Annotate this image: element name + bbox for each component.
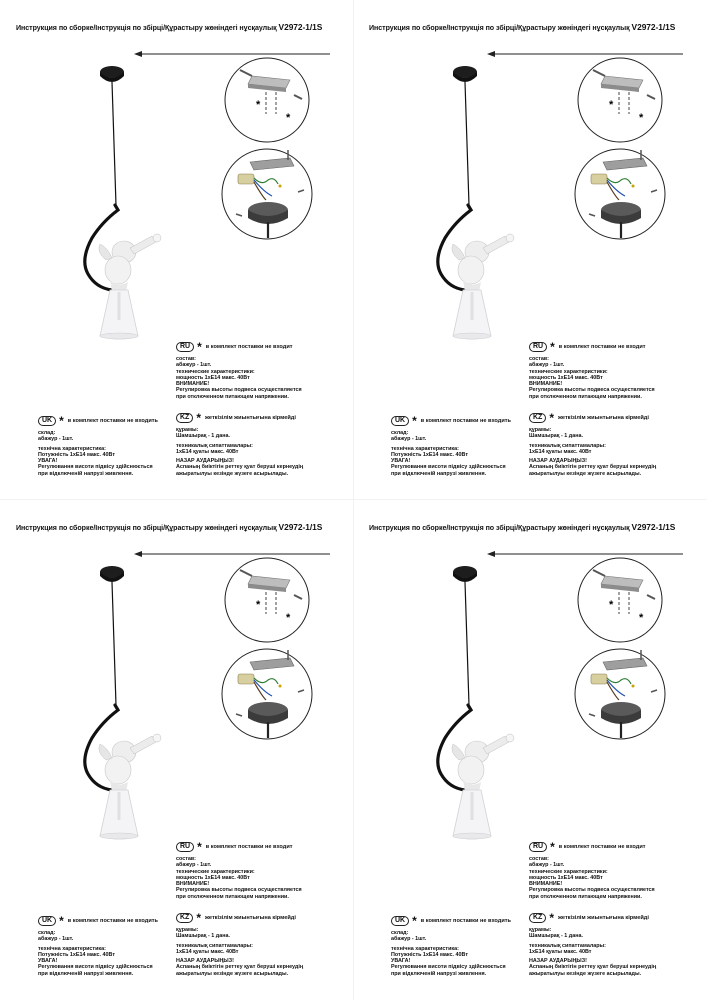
uk-line: абажур - 1шт. xyxy=(38,936,74,943)
uk-line: абажур - 1шт. xyxy=(391,436,427,443)
kz-line: ажыратылуы кезінде жүзеге асырылады. xyxy=(529,970,642,977)
ru-line: ВНИМАНИЕ! xyxy=(529,881,563,888)
kz-line: техникалық сипаттамалары: xyxy=(176,942,253,949)
ru-line: Регулировка высоты подвеса осуществляется xyxy=(529,887,655,894)
uk-line: Регулювання висоти підвісу здійснюється xyxy=(38,964,153,971)
kz-badge: KZ xyxy=(176,413,193,423)
ru-line: абажур - 1шт. xyxy=(176,862,212,869)
model-number: V2972-1/1S xyxy=(631,522,676,532)
ru-line: ВНИМАНИЕ! xyxy=(176,881,210,888)
ru-line: Регулировка высоты подвеса осуществляется xyxy=(529,387,655,394)
uk-line: технічна характеристика: xyxy=(391,945,459,952)
pendant-lamp-icon xyxy=(438,66,514,339)
kz-line: құрамы: xyxy=(529,927,552,933)
canopy-wiring-detail xyxy=(575,649,665,739)
asterisk-icon: * xyxy=(412,414,417,428)
left-arrow-icon xyxy=(134,51,330,57)
ru-note: в комплект поставки не входит xyxy=(558,843,646,850)
kz-note: жеткізілім жиынтығына кірмейді xyxy=(558,414,649,421)
asterisk-icon: * xyxy=(59,914,64,928)
ru-badge: RU xyxy=(529,842,547,852)
kz-section xyxy=(529,413,656,477)
instruction-title-text: Инструкция по сборке/Інструкція по збірці/Құрастыру жөніндегі нұсқаулық xyxy=(369,24,630,32)
ru-section xyxy=(529,842,655,900)
ru-line: при отключенном питающем напряжении. xyxy=(529,893,642,900)
asterisk-icon: * xyxy=(549,911,555,925)
uk-badge: UK xyxy=(38,416,56,426)
uk-section xyxy=(38,916,158,977)
ru-line: при отключенном питающем напряжении. xyxy=(176,893,289,900)
uk-line: абажур - 1шт. xyxy=(391,936,427,943)
kz-line: Аспаның биіктігін реттеу қуат беруші кернеудің xyxy=(176,464,304,471)
instruction-title-text: Инструкция по сборке/Інструкція по збірці/Құрастыру жөніндегі нұсқаулық xyxy=(369,524,630,532)
ru-section xyxy=(529,342,655,400)
kz-line: құрамы: xyxy=(176,927,199,933)
ru-line: технические характеристики: xyxy=(176,368,255,375)
ru-line: состав: xyxy=(176,856,196,862)
uk-note: в комплект поставки не входить xyxy=(67,917,158,924)
ru-line: состав: xyxy=(176,356,196,362)
asterisk-icon: * xyxy=(412,914,417,928)
mounting-bracket-detail xyxy=(578,58,662,142)
ru-line: состав: xyxy=(529,856,549,862)
left-arrow-icon xyxy=(134,551,330,557)
asterisk-icon: * xyxy=(197,340,202,354)
uk-line: Регулювання висоти підвісу здійснюється xyxy=(391,464,506,471)
uk-line: УВАГА! xyxy=(38,458,58,465)
ru-line: Регулировка высоты подвеса осуществляется xyxy=(176,887,302,894)
uk-note: в комплект поставки не входить xyxy=(420,417,511,424)
left-arrow-icon xyxy=(487,551,683,557)
ru-line: мощность 1хЕ14 макс. 40Вт xyxy=(529,374,603,381)
kz-line: Шамшырақ - 1 дана. xyxy=(529,933,583,940)
kz-line: техникалық сипаттамалары: xyxy=(176,442,253,449)
ru-line: Регулировка высоты подвеса осуществляется xyxy=(176,387,302,394)
asterisk-icon: * xyxy=(256,599,261,611)
kz-badge: KZ xyxy=(529,413,546,423)
kz-line: Аспаның биіктігін реттеу қуат беруші кернеудің xyxy=(529,464,657,471)
asterisk-icon: * xyxy=(639,112,644,124)
asterisk-icon: * xyxy=(609,599,614,611)
ru-section xyxy=(176,342,302,400)
uk-section xyxy=(391,916,511,977)
uk-line: склад: xyxy=(391,930,409,936)
uk-line: при відключеній напрузі живлення. xyxy=(391,470,487,477)
kz-line: ажыратылуы кезінде жүзеге асырылады. xyxy=(176,970,289,977)
kz-line: НАЗАР АУДАРЫҢЫЗ! xyxy=(176,958,234,965)
uk-line: Потужність 1хЕ14 макс. 40Вт xyxy=(391,451,468,458)
kz-line: техникалық сипаттамалары: xyxy=(529,942,606,949)
uk-line: склад: xyxy=(38,930,56,936)
left-arrow-icon xyxy=(487,51,683,57)
instruction-panel xyxy=(353,500,706,1000)
asterisk-icon: * xyxy=(550,340,555,354)
asterisk-icon: * xyxy=(286,612,291,624)
uk-section xyxy=(38,416,158,477)
ru-line: мощность 1хЕ14 макс. 40Вт xyxy=(529,874,603,881)
kz-note: жеткізілім жиынтығына кірмейді xyxy=(205,914,296,921)
uk-line: Регулювання висоти підвісу здійснюється xyxy=(38,464,153,471)
mounting-bracket-detail xyxy=(225,558,309,642)
canopy-wiring-detail xyxy=(222,149,312,239)
ru-note: в комплект поставки не входит xyxy=(558,343,646,350)
instruction-title-text: Инструкция по сборке/Інструкція по збірці/Құрастыру жөніндегі нұсқаулық xyxy=(16,24,277,32)
ru-badge: RU xyxy=(176,842,194,852)
uk-line: УВАГА! xyxy=(38,958,58,965)
kz-section xyxy=(176,913,303,977)
asterisk-icon: * xyxy=(196,911,202,925)
kz-line: құрамы: xyxy=(176,427,199,433)
kz-line: НАЗАР АУДАРЫҢЫЗ! xyxy=(176,458,234,465)
ru-line: абажур - 1шт. xyxy=(529,362,565,369)
uk-badge: UK xyxy=(391,916,409,926)
asterisk-icon: * xyxy=(609,99,614,111)
kz-line: 1хЕ14 қуаты макс. 40Вт xyxy=(529,448,592,455)
asterisk-icon: * xyxy=(196,411,202,425)
model-number: V2972-1/1S xyxy=(278,522,323,532)
kz-line: Шамшырақ - 1 дана. xyxy=(176,433,230,440)
uk-line: УВАГА! xyxy=(391,458,411,465)
kz-line: НАЗАР АУДАРЫҢЫЗ! xyxy=(529,958,587,965)
canopy-wiring-detail xyxy=(222,649,312,739)
asterisk-icon: * xyxy=(549,411,555,425)
uk-line: при відключеній напрузі живлення. xyxy=(38,470,134,477)
ru-badge: RU xyxy=(529,342,547,352)
asterisk-icon: * xyxy=(286,112,291,124)
uk-note: в комплект поставки не входить xyxy=(67,417,158,424)
pendant-lamp-icon xyxy=(85,66,161,339)
pendant-lamp-icon xyxy=(438,566,514,839)
kz-line: Шамшырақ - 1 дана. xyxy=(176,933,230,940)
kz-badge: KZ xyxy=(529,913,546,923)
kz-line: Аспаның биіктігін реттеу қуат беруші кернеудің xyxy=(529,964,657,971)
uk-line: Потужність 1хЕ14 макс. 40Вт xyxy=(38,451,115,458)
ru-line: технические характеристики: xyxy=(529,368,608,375)
mounting-bracket-detail xyxy=(225,58,309,142)
kz-note: жеткізілім жиынтығына кірмейді xyxy=(558,914,649,921)
ru-line: абажур - 1шт. xyxy=(176,362,212,369)
kz-line: Аспаның биіктігін реттеу қуат беруші кернеудің xyxy=(176,964,304,971)
kz-line: ажыратылуы кезінде жүзеге асырылады. xyxy=(529,470,642,477)
ru-line: абажур - 1шт. xyxy=(529,862,565,869)
ru-badge: RU xyxy=(176,342,194,352)
ru-line: при отключенном питающем напряжении. xyxy=(529,393,642,400)
kz-line: 1хЕ14 қуаты макс. 40Вт xyxy=(176,448,239,455)
kz-line: ажыратылуы кезінде жүзеге асырылады. xyxy=(176,470,289,477)
kz-section xyxy=(529,913,656,977)
asterisk-icon: * xyxy=(639,612,644,624)
kz-line: техникалық сипаттамалары: xyxy=(529,442,606,449)
asterisk-icon: * xyxy=(59,414,64,428)
uk-line: технічна характеристика: xyxy=(391,445,459,452)
pendant-lamp-icon xyxy=(85,566,161,839)
canopy-wiring-detail xyxy=(575,149,665,239)
uk-line: при відключеній напрузі живлення. xyxy=(391,970,487,977)
uk-line: абажур - 1шт. xyxy=(38,436,74,443)
kz-line: 1хЕ14 қуаты макс. 40Вт xyxy=(176,948,239,955)
model-number: V2972-1/1S xyxy=(631,22,676,32)
uk-line: Регулювання висоти підвісу здійснюється xyxy=(391,964,506,971)
asterisk-icon: * xyxy=(550,840,555,854)
kz-line: 1хЕ14 қуаты макс. 40Вт xyxy=(529,948,592,955)
instruction-panel xyxy=(353,0,706,500)
uk-badge: UK xyxy=(38,916,56,926)
ru-line: при отключенном питающем напряжении. xyxy=(176,393,289,400)
ru-line: ВНИМАНИЕ! xyxy=(529,381,563,388)
uk-line: Потужність 1хЕ14 макс. 40Вт xyxy=(391,951,468,958)
kz-badge: KZ xyxy=(176,913,193,923)
kz-section xyxy=(176,413,303,477)
asterisk-icon: * xyxy=(256,99,261,111)
model-number: V2972-1/1S xyxy=(278,22,323,32)
ru-line: мощность 1хЕ14 макс. 40Вт xyxy=(176,374,250,381)
ru-line: мощность 1хЕ14 макс. 40Вт xyxy=(176,874,250,881)
ru-section xyxy=(176,842,302,900)
uk-line: при відключеній напрузі живлення. xyxy=(38,970,134,977)
uk-line: УВАГА! xyxy=(391,958,411,965)
instruction-panel xyxy=(0,500,353,1000)
kz-line: құрамы: xyxy=(529,427,552,433)
uk-line: технічна характеристика: xyxy=(38,445,106,452)
instruction-title-text: Инструкция по сборке/Інструкція по збірці/Құрастыру жөніндегі нұсқаулық xyxy=(16,524,277,532)
uk-line: склад: xyxy=(391,430,409,436)
uk-line: склад: xyxy=(38,430,56,436)
instruction-panel xyxy=(0,0,353,500)
ru-note: в комплект поставки не входит xyxy=(205,343,293,350)
uk-section xyxy=(391,416,511,477)
mounting-bracket-detail xyxy=(578,558,662,642)
uk-badge: UK xyxy=(391,416,409,426)
uk-note: в комплект поставки не входить xyxy=(420,917,511,924)
ru-line: состав: xyxy=(529,356,549,362)
kz-line: НАЗАР АУДАРЫҢЫЗ! xyxy=(529,458,587,465)
ru-line: технические характеристики: xyxy=(529,868,608,875)
ru-note: в комплект поставки не входит xyxy=(205,843,293,850)
asterisk-icon: * xyxy=(197,840,202,854)
ru-line: технические характеристики: xyxy=(176,868,255,875)
uk-line: Потужність 1хЕ14 макс. 40Вт xyxy=(38,951,115,958)
ru-line: ВНИМАНИЕ! xyxy=(176,381,210,388)
uk-line: технічна характеристика: xyxy=(38,945,106,952)
kz-note: жеткізілім жиынтығына кірмейді xyxy=(205,414,296,421)
kz-line: Шамшырақ - 1 дана. xyxy=(529,433,583,440)
